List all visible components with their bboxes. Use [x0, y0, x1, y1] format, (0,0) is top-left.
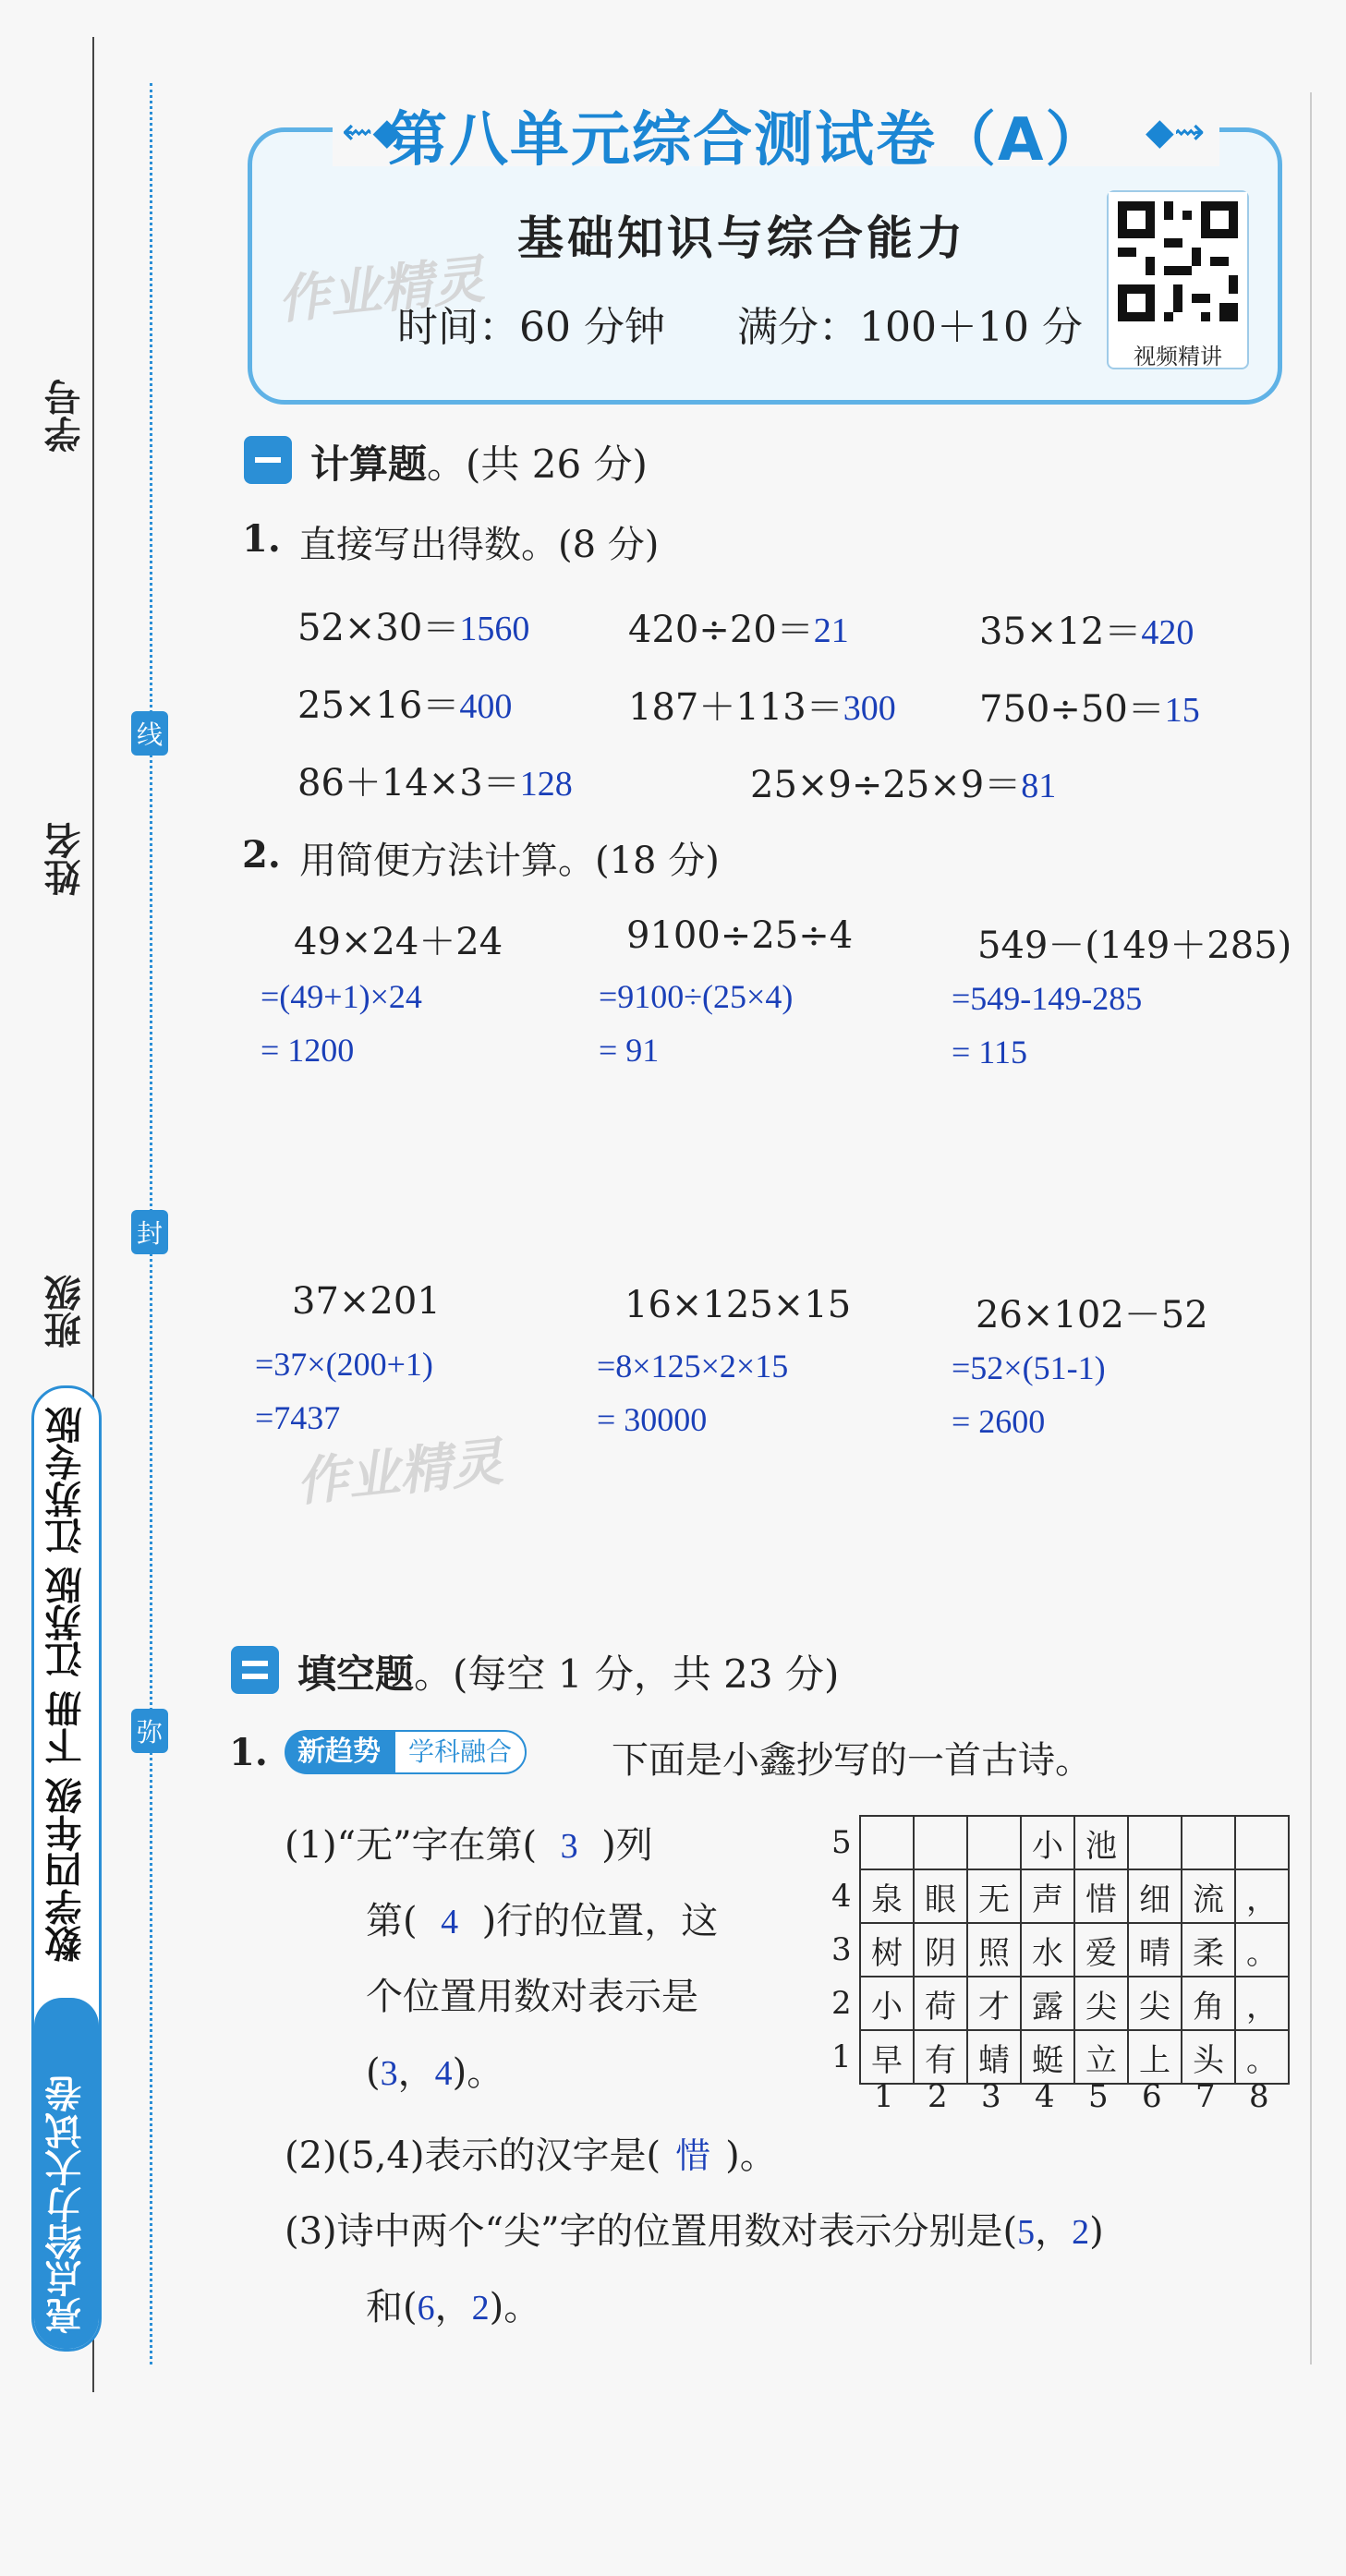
grid-cell: 早 [860, 2030, 914, 2084]
grid-cell: 尖 [1074, 1977, 1128, 2030]
grid-cell: 角 [1182, 1977, 1235, 2030]
grid-cell: 小 [860, 1977, 914, 2030]
grid-cell [1235, 1816, 1289, 1869]
solution-step: =52×(51-1) [952, 1349, 1106, 1386]
question-tag [285, 1729, 527, 1775]
mental-calc-item: 420÷20＝21 [628, 609, 849, 651]
simplify-expression: 549－(149＋285) [977, 925, 1292, 967]
mental-calc-item: 35×12＝420 [979, 611, 1194, 653]
solution-step: =549-149-285 [952, 980, 1143, 1017]
grid-cell: 。 [1235, 1923, 1289, 1977]
answer: 420 [1141, 613, 1194, 652]
class-label: 班级 [43, 1275, 87, 1348]
grid-cell: 柔 [1182, 1923, 1235, 1977]
solution-result: =7437 [255, 1399, 341, 1436]
question-number: 1. [229, 1731, 268, 1774]
grid-row [860, 1816, 1289, 1869]
answer-blank: 6 [417, 2289, 435, 2328]
solution-step: =9100÷(25×4) [599, 978, 794, 1015]
sub-question-3-line1: (3)诗中两个“尖”字的位置用数对表示分别是(5，2) [285, 2210, 1104, 2253]
question-text: 直接写出得数。(8 分) [299, 524, 660, 566]
answer: 1560 [459, 610, 530, 648]
grid-cell: 爱 [1074, 1923, 1128, 1977]
grid-cell: 水 [1021, 1923, 1074, 1977]
answer-blank: 4 [441, 1903, 459, 1941]
answer: 300 [843, 689, 896, 728]
grid-cell: 露 [1021, 1977, 1074, 2030]
grid-cell: 蜓 [1021, 2030, 1074, 2084]
name-label: 姓名 [43, 822, 87, 896]
section-two-title: 填空题 [297, 1651, 415, 1697]
section-one-badge-icon [244, 436, 292, 484]
grid-cell [860, 1816, 914, 1869]
answer-blank: 2 [1072, 2213, 1090, 2252]
answer: 21 [813, 611, 849, 650]
grid-cell: 有 [914, 2030, 967, 2084]
grid-x-label: 4 [1035, 2078, 1055, 2115]
grid-x-label: 5 [1088, 2078, 1109, 2115]
answer-blank: 2 [471, 2289, 490, 2328]
mental-calc-item: 25×16＝400 [297, 684, 513, 727]
grid-cell: 蜻 [967, 2030, 1021, 2084]
sub-question-1-line4: (3，4)。 [366, 2051, 504, 2094]
grid-cell: 流 [1182, 1869, 1235, 1923]
mental-calc-item: 750÷50＝15 [979, 688, 1200, 731]
grid-cell: 树 [860, 1923, 914, 1977]
grid-row [860, 1869, 1289, 1923]
qr-caption: 视频精讲 [1134, 344, 1222, 369]
grid-cell: 眼 [914, 1869, 967, 1923]
poem-grid [859, 1815, 1290, 2085]
question-text: 下面是小鑫抄写的一首古诗。 [612, 1739, 1092, 1782]
watermark: 作业精灵 [274, 249, 488, 332]
watermark: 作业精灵 [293, 1432, 506, 1514]
grid-cell: 阴 [914, 1923, 967, 1977]
grid-cell: 惜 [1074, 1869, 1128, 1923]
solution-step: =8×125×2×15 [597, 1348, 789, 1385]
solution-result: = 91 [599, 1032, 660, 1069]
cut-mark-close: 弥 [131, 1709, 168, 1753]
grid-cell: 照 [967, 1923, 1021, 1977]
grid-y-label: 3 [831, 1931, 852, 1968]
grid-cell: 细 [1128, 1869, 1182, 1923]
tag-trend: 新趋势 [285, 1730, 394, 1774]
simplify-expression: 49×24＋24 [294, 921, 503, 963]
cut-mark-line: 线 [131, 711, 168, 756]
series-brand [31, 1385, 102, 2352]
simplify-expression: 16×125×15 [624, 1284, 852, 1326]
solution-result: = 30000 [597, 1401, 708, 1438]
grid-x-label: 8 [1249, 2078, 1269, 2115]
answer-blank: 5 [1017, 2213, 1036, 2252]
sub-question-3-line2: 和(6，2)。 [366, 2286, 541, 2328]
grid-y-label: 4 [831, 1878, 852, 1915]
grid-row [860, 1923, 1289, 1977]
mental-calc-item: 25×9÷25×9＝81 [750, 764, 1057, 806]
section-two-badge-icon [231, 1646, 279, 1694]
grid-cell: 池 [1074, 1816, 1128, 1869]
page-title: 第八单元综合测试卷（A） [388, 106, 1107, 175]
solution-step: =37×(200+1) [255, 1346, 433, 1383]
sub-question-1-line1: (1)“无”字在第( 3 )列 [285, 1824, 653, 1867]
answer-blank: 4 [434, 2054, 453, 2093]
sub-question-2: (2)(5,4)表示的汉字是( 惜 )。 [285, 2126, 777, 2179]
grid-cell: 上 [1128, 2030, 1182, 2084]
mental-calc-item: 52×30＝1560 [297, 607, 530, 649]
grid-cell: 尖 [1128, 1977, 1182, 2030]
exam-time: 时间：60 分钟 [397, 304, 665, 351]
brand-grade-label: 数学四年级 下册 江苏版 江苏专版 [45, 1407, 88, 1963]
grid-row [860, 1977, 1289, 2030]
brand-series-label: 亮点给力大试卷 [45, 2075, 88, 2334]
grid-cell: 才 [967, 1977, 1021, 2030]
page-subtitle: 基础知识与综合能力 [517, 212, 966, 265]
answer-blank: 惜 [675, 2137, 711, 2176]
grid-cell: 声 [1021, 1869, 1074, 1923]
solution-result: = 115 [952, 1034, 1027, 1070]
mental-calc-item: 86＋14×3＝128 [297, 762, 573, 804]
grid-y-label: 2 [831, 1985, 852, 2022]
grid-row [860, 2030, 1289, 2084]
cut-mark-seal: 封 [131, 1210, 168, 1254]
title-decoration-left-icon: ⇜◆ [342, 111, 402, 153]
page-edge [1310, 92, 1312, 2364]
simplify-expression: 26×102－52 [976, 1294, 1208, 1336]
grid-cell: 小 [1021, 1816, 1074, 1869]
mental-calc-item: 187＋113＝300 [628, 686, 896, 729]
tag-interdisciplinary: 学科融合 [394, 1730, 527, 1774]
grid-cell: ， [1235, 1977, 1289, 2030]
grid-cell: 立 [1074, 2030, 1128, 2084]
grid-y-label: 1 [831, 2038, 852, 2075]
grid-cell: 无 [967, 1869, 1021, 1923]
section-one-points: 。(共 26 分) [427, 441, 648, 487]
answer: 400 [459, 687, 513, 726]
sub-question-1-line2: 第( 4 )行的位置，这 [366, 1900, 719, 1942]
section-two-points: 。(每空 1 分，共 23 分) [414, 1651, 840, 1697]
simplify-expression: 9100÷25÷4 [626, 914, 854, 957]
grid-cell: 晴 [1128, 1923, 1182, 1977]
solution-result: = 2600 [952, 1403, 1046, 1440]
answer: 15 [1164, 691, 1200, 730]
question-number: 1. [242, 517, 281, 561]
grid-x-label: 6 [1142, 2078, 1162, 2115]
grid-cell [914, 1816, 967, 1869]
grid-cell: ， [1235, 1869, 1289, 1923]
answer: 81 [1021, 767, 1057, 805]
answer-blank: 3 [560, 1827, 578, 1866]
student-id-label: 学号 [43, 379, 87, 453]
grid-x-label: 2 [928, 2078, 948, 2115]
simplify-expression: 37×201 [292, 1280, 441, 1323]
answer: 128 [519, 765, 573, 804]
exam-info [397, 294, 1083, 353]
section-two-heading [297, 1644, 839, 1699]
sub-question-1-line3: 个位置用数对表示是 [366, 1976, 698, 2018]
question-text: 用简便方法计算。(18 分) [299, 840, 720, 882]
section-one-title: 计算题 [310, 441, 428, 487]
grid-y-label: 5 [831, 1824, 852, 1861]
grid-cell: 荷 [914, 1977, 967, 2030]
grid-cell [967, 1816, 1021, 1869]
grid-cell [1128, 1816, 1182, 1869]
grid-cell: 头 [1182, 2030, 1235, 2084]
answer-blank: 3 [380, 2054, 398, 2093]
question-number: 2. [242, 833, 281, 877]
exam-score: 满分：100＋10 分 [736, 304, 1083, 351]
grid-x-label: 7 [1195, 2078, 1216, 2115]
solution-step: =(49+1)×24 [261, 978, 422, 1015]
section-one-heading [310, 434, 648, 490]
grid-cell: 泉 [860, 1869, 914, 1923]
grid-x-label: 1 [874, 2078, 894, 2115]
solution-result: = 1200 [261, 1032, 355, 1069]
grid-cell [1182, 1816, 1235, 1869]
qr-code-icon [1109, 192, 1247, 331]
grid-cell: 。 [1235, 2030, 1289, 2084]
title-decoration-right-icon: ◆⇝ [1146, 111, 1206, 153]
grid-x-label: 3 [981, 2078, 1001, 2115]
